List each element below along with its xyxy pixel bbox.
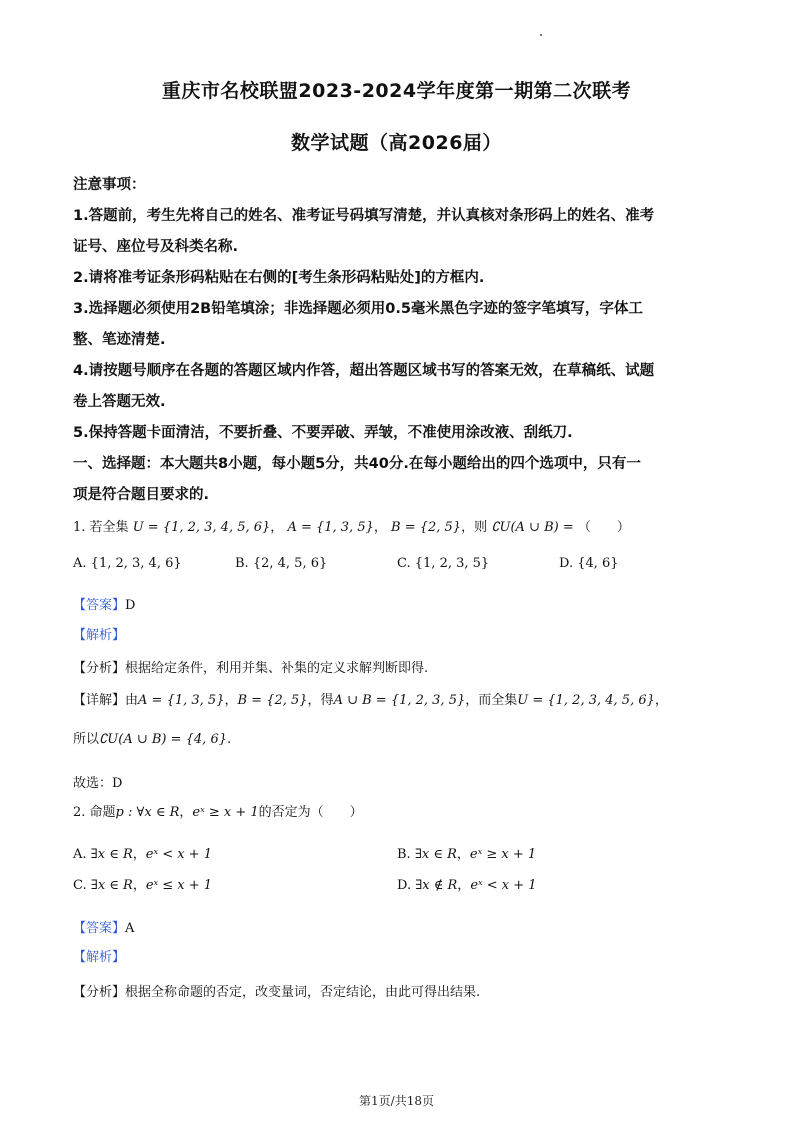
notes-line: 证号、座位号及科类名称. — [73, 239, 239, 255]
q2-answer — [73, 919, 134, 939]
notes-section — [73, 170, 723, 511]
q1-analysis — [73, 626, 125, 646]
xj-text: 由 — [125, 693, 139, 708]
q2-fenxi — [73, 983, 480, 1003]
q1-then: ，则 — [461, 520, 488, 535]
q1-option-a — [73, 554, 182, 574]
notes-line: 4.请按题号顺序在各题的答题区域内作答，超出答题区域书写的答案无效，在草稿纸、试题 — [73, 363, 655, 379]
fenxi-tag: 【分析】 — [73, 985, 126, 1000]
so-text: 所以 — [73, 732, 100, 747]
option-quant: ∃x ∈ R — [90, 878, 133, 893]
exam-subtitle: 数学试题（高2026届） — [291, 132, 502, 154]
option-label: A. — [73, 556, 87, 571]
q2-prop: p : ∀x ∈ R — [115, 805, 180, 820]
q1-prefix: 1. 若全集 — [73, 520, 129, 535]
option-value: {4, 6} — [577, 556, 619, 571]
xj-union: A ∪ B = {1, 2, 3, 5} — [333, 693, 466, 708]
option-label: B. — [397, 847, 411, 862]
option-quant: ∃x ∈ R — [90, 847, 133, 862]
q1-xiangjie: 【详解】由A = {1, 3, 5}，B = {2, 5}，得A ∪ B = {1, 2, 3, 5}，而全集U = {1, 2, 3, 4, 5, 6}， — [73, 693, 668, 708]
xj-set-b: B = {2, 5} — [237, 693, 308, 708]
q1-fenxi — [73, 659, 428, 679]
q1-blank: （ ） — [577, 520, 630, 535]
q1-expr: ∁U(A ∪ B) = — [491, 520, 574, 535]
analysis-tag: 【解析】 — [73, 950, 126, 965]
option-ineq: eˣ < x + 1 — [145, 847, 212, 862]
option-label: B. — [235, 556, 249, 571]
q1-set-a: A = {1, 3, 5} — [287, 520, 374, 535]
q1-option-d — [559, 554, 619, 574]
option-label: A. — [73, 847, 87, 862]
q2-comma: ， — [179, 805, 193, 820]
q2-ineq: eˣ ≥ x + 1 — [192, 805, 259, 820]
notes-line: 5.保持答题卡面清洁，不要折叠、不要弄破、弄皱，不准使用涂改液、刮纸刀. — [73, 425, 573, 441]
xj-set-u: U = {1, 2, 3, 4, 5, 6} — [517, 693, 655, 708]
notes-line: 整、笔迹清楚. — [73, 332, 166, 348]
xj-text: ，而全集 — [465, 693, 518, 708]
q1-answer — [73, 596, 135, 616]
notes-heading: 注意事项： — [73, 177, 146, 193]
notes-line: 项是符合题目要求的. — [73, 487, 210, 503]
option-value: {1, 2, 3, 5} — [414, 556, 490, 571]
answer-tag: 【答案】 — [73, 921, 126, 936]
answer-tag: 【答案】 — [73, 598, 126, 613]
q1-choose: 故选：D — [73, 776, 123, 791]
option-label: C. — [73, 878, 87, 893]
page-footer: 第1页/共18页 — [359, 1094, 434, 1108]
option-label: D. — [397, 878, 412, 893]
xj-set-a: A = {1, 3, 5} — [138, 693, 225, 708]
option-ineq: eˣ < x + 1 — [470, 878, 537, 893]
q2-option-d: D. ∃x ∉ R，eˣ < x + 1 — [397, 878, 537, 893]
notes-line: 1.答题前，考生先将自己的姓名、准考证号码填写清楚，并认真核对条形码上的姓名、准考 — [73, 208, 655, 224]
q2-stem — [73, 803, 363, 823]
option-label: C. — [397, 556, 411, 571]
xj-text: ，得 — [307, 693, 334, 708]
exam-title: 重庆市名校联盟2023-2024学年度第一期第二次联考 — [161, 80, 632, 102]
q2-option-c: C. ∃x ∈ R，eˣ ≤ x + 1 — [73, 878, 213, 893]
fenxi-text: 根据给定条件，利用并集、补集的定义求解判断即得. — [125, 661, 429, 676]
q1-option-b — [235, 554, 327, 574]
speck — [540, 34, 542, 36]
so-expr: ∁U(A ∪ B) = {4, 6} — [99, 732, 227, 747]
option-label: D. — [559, 556, 574, 571]
fenxi-text: 根据全称命题的否定，改变量词，否定结论，由此可得出结果. — [125, 985, 481, 1000]
q2-prefix: 2. 命题 — [73, 805, 116, 820]
q2-option-a: A. ∃x ∈ R，eˣ < x + 1 — [73, 847, 212, 862]
option-ineq: eˣ ≤ x + 1 — [145, 878, 213, 893]
q2-suffix: 的否定为（ ） — [258, 805, 363, 820]
answer-value: D — [125, 598, 136, 613]
notes-line: 卷上答题无效. — [73, 394, 166, 410]
option-value: {1, 2, 3, 4, 6} — [90, 556, 182, 571]
notes-line: 2.请将准考证条形码粘贴在右侧的[考生条形码粘贴处]的方框内. — [73, 270, 485, 286]
q2-option-b: B. ∃x ∈ R，eˣ ≥ x + 1 — [397, 847, 537, 862]
notes-line: 3.选择题必须使用2B铅笔填涂；非选择题必须用0.5毫米黑色字迹的签字笔填写，字体工 — [73, 301, 643, 317]
option-value: {2, 4, 5, 6} — [252, 556, 328, 571]
analysis-tag: 【解析】 — [73, 628, 126, 643]
answer-value: A — [125, 921, 135, 936]
q1-set-u: U = {1, 2, 3, 4, 5, 6} — [132, 520, 271, 535]
xiangjie-tag: 【详解】 — [73, 693, 126, 708]
option-ineq: eˣ ≥ x + 1 — [469, 847, 537, 862]
option-quant: ∃x ∉ R — [415, 878, 458, 893]
q1-option-c — [397, 554, 489, 574]
fenxi-tag: 【分析】 — [73, 661, 126, 676]
option-quant: ∃x ∈ R — [414, 847, 457, 862]
notes-line: 一、选择题：本大题共8小题，每小题5分，共40分.在每小题给出的四个选项中，只有一 — [73, 456, 641, 472]
q2-analysis — [73, 948, 125, 968]
q1-stem: 1. 若全集 U = {1, 2, 3, 4, 5, 6}， A = {1, 3, 5}， B = {2, 5}，则 ∁U(A ∪ B) = （ ） — [73, 520, 630, 535]
q1-set-b: B = {2, 5} — [391, 520, 462, 535]
q1-so: 所以∁U(A ∪ B) = {4, 6}. — [73, 732, 232, 747]
